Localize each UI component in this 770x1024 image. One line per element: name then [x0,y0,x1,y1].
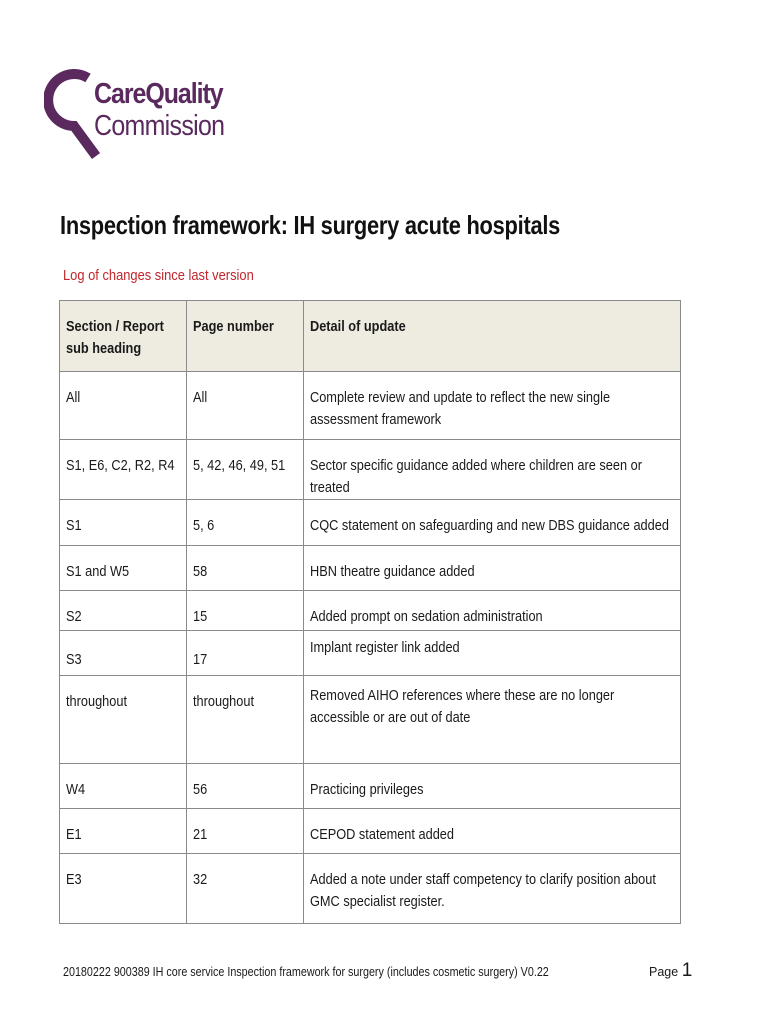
cell-page: 5, 6 [186,500,303,546]
cell-detail: Practicing privileges [303,764,680,809]
footer-page-number: 1 [681,960,693,981]
cqc-q-logo-icon [44,64,100,164]
cell-detail: Removed AIHO references where these are no longer accessible or are out of date [303,676,680,764]
table-row [60,591,681,631]
cell-section: throughout [60,676,187,764]
cell-section: S1 [60,500,187,546]
change-log-table [59,300,681,924]
logo-wordmark [94,78,246,142]
cell-detail: Sector specific guidance added where children are seen or treated [303,440,680,500]
table-header-row [60,301,681,372]
cell-page: throughout [186,676,303,764]
cell-detail: Implant register link added [303,631,680,676]
table-row [60,854,681,924]
header-section: Section / Report sub heading [60,301,187,372]
footer-document-reference: 20180222 900389 IH core service Inspection framework for surgery (includes cosmetic surgery) V0.22 [63,965,549,979]
cell-detail: HBN theatre guidance added [303,546,680,591]
cell-section: S1 and W5 [60,546,187,591]
cqc-logo [44,64,224,164]
cell-page: All [186,372,303,440]
table-row [60,764,681,809]
header-page-number: Page number [186,301,303,372]
cell-page: 56 [186,764,303,809]
table-row [60,372,681,440]
cell-section: W4 [60,764,187,809]
log-subtitle: Log of changes since last version [63,267,254,284]
cell-detail: CEPOD statement added [303,809,680,854]
cell-section: S3 [60,631,187,676]
table-row [60,676,681,764]
table-row [60,500,681,546]
cell-section: E3 [60,854,187,924]
cell-page: 17 [186,631,303,676]
cell-page: 15 [186,591,303,631]
table-row [60,546,681,591]
cell-detail: Complete review and update to reflect the new single assessment framework [303,372,680,440]
logo-line-care-quality: CareQuality [94,78,223,110]
table-row [60,631,681,676]
cell-page: 58 [186,546,303,591]
cell-page: 32 [186,854,303,924]
footer-page-indicator [649,960,692,982]
cell-page: 21 [186,809,303,854]
logo-line-commission: Commission [94,110,225,142]
footer-page-label: Page [649,965,679,979]
table-row [60,440,681,500]
cell-page: 5, 42, 46, 49, 51 [186,440,303,500]
header-detail: Detail of update [303,301,680,372]
cell-section: S2 [60,591,187,631]
table-row [60,809,681,854]
cell-detail: Added prompt on sedation administration [303,591,680,631]
cell-section: S1, E6, C2, R2, R4 [60,440,187,500]
cell-section: E1 [60,809,187,854]
cell-section: All [60,372,187,440]
page-title: Inspection framework: IH surgery acute hospitals [60,210,561,240]
cell-detail: CQC statement on safeguarding and new DBS guidance added [303,500,680,546]
cell-detail: Added a note under staff competency to clarify position about GMC specialist register. [303,854,680,924]
